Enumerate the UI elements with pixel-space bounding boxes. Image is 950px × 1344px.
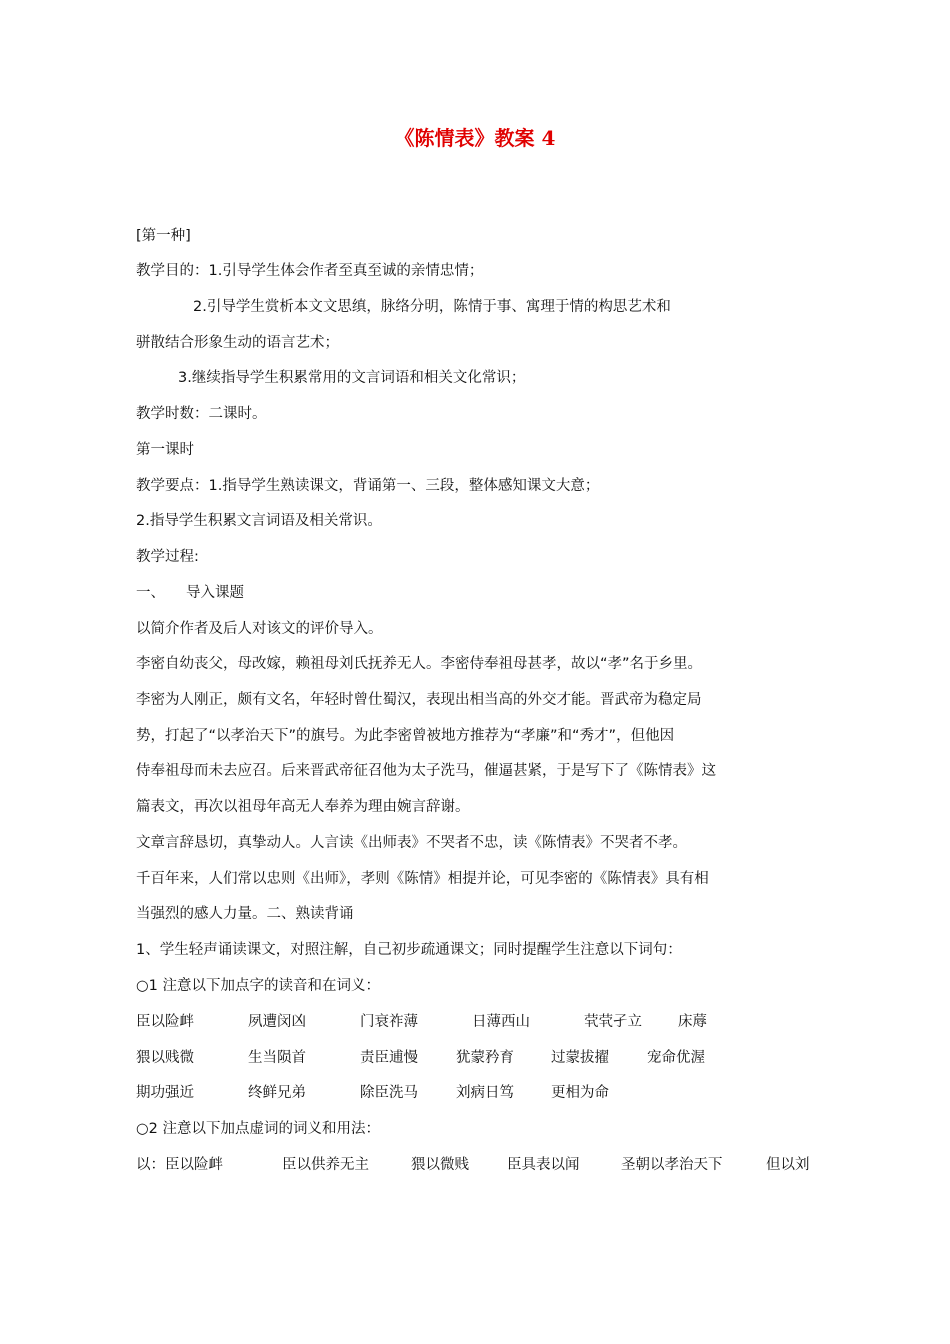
paragraph-line: 以简介作者及后人对该文的评价导入。 — [136, 621, 383, 637]
vocab-item: 除臣洗马 — [360, 1085, 418, 1101]
usage-heading: ○2 注意以下加点虚词的词义和用法： — [136, 1121, 380, 1137]
step-number: 一、 — [136, 585, 165, 601]
vocab-item: 生当陨首 — [248, 1050, 306, 1066]
vocab-item: 臣以险衅 — [136, 1014, 194, 1030]
vocab-heading: ○1 注意以下加点字的读音和在词义： — [136, 978, 380, 994]
vocab-item: 更相为命 — [551, 1085, 609, 1101]
vocab-item: 责臣逋慢 — [360, 1050, 418, 1066]
vocab-item: 门衰祚薄 — [360, 1014, 418, 1030]
vocab-item: 茕茕孑立 — [584, 1014, 642, 1030]
paragraph-line: 势，打起了“以孝治天下”的旗号。为此李密曾被地方推荐为“孝廉”和“秀才”，但他因 — [136, 728, 675, 744]
teaching-goal-2: 2.引导学生赏析本文文思缜，脉络分明，陈情于事、寓理于情的构思艺术和 — [193, 299, 671, 315]
vocab-item: 终鲜兄弟 — [248, 1085, 306, 1101]
vocab-item: 期功强近 — [136, 1085, 194, 1101]
paragraph-line: 李密自幼丧父，母改嫁，赖祖母刘氏抚养无人。李密侍奉祖母甚孝，故以“孝”名于乡里。 — [136, 656, 703, 672]
teaching-goal-2-cont: 骈散结合形象生动的语言艺术； — [136, 335, 339, 351]
teaching-points-1: 教学要点：1.指导学生熟读课文，背诵第一、三段，整体感知课文大意； — [136, 478, 600, 494]
usage-item: 臣以供养无主 — [282, 1157, 369, 1173]
lesson-heading: 第一课时 — [136, 442, 194, 458]
vocab-item: 床蓐 — [678, 1014, 707, 1030]
document-title: 《陈情表》教案 4 — [394, 126, 556, 150]
instruction-line: 1、学生轻声诵读课文，对照注解，自己初步疏通课文；同时提醒学生注意以下词句： — [136, 942, 682, 958]
teaching-hours: 教学时数：二课时。 — [136, 406, 267, 422]
vocab-item: 日薄西山 — [472, 1014, 530, 1030]
paragraph-line: 文章言辞恳切，真挚动人。人言读《出师表》不哭者不忠，读《陈情表》不哭者不孝。 — [136, 835, 687, 851]
paragraph-line: 当强烈的感人力量。二、熟读背诵 — [136, 906, 354, 922]
vocab-item: 刘病日笃 — [456, 1085, 514, 1101]
teaching-goal-1: 教学目的：1.引导学生体会作者至真至诚的亲情忠情； — [136, 263, 484, 279]
process-heading: 教学过程: — [136, 549, 199, 565]
usage-item: 猥以微贱 — [411, 1157, 469, 1173]
paragraph-line: 侍奉祖母而未去应召。后来晋武帝征召他为太子洗马，催逼甚紧，于是写下了《陈情表》这 — [136, 763, 716, 779]
usage-item: 臣具表以闻 — [507, 1157, 580, 1173]
teaching-goal-3: 3.继续指导学生积累常用的文言词语和相关文化常识； — [178, 370, 526, 386]
usage-item: 圣朝以孝治天下 — [621, 1157, 723, 1173]
vocab-item: 猥以贱微 — [136, 1050, 194, 1066]
vocab-item: 宠命优渥 — [647, 1050, 705, 1066]
vocab-item: 犹蒙矜育 — [456, 1050, 514, 1066]
paragraph-line: 千百年来，人们常以忠则《出师》，孝则《陈情》相提并论，可见李密的《陈情表》具有相 — [136, 871, 709, 887]
step-title: 导入课题 — [186, 585, 244, 601]
vocab-item: 夙遭闵凶 — [248, 1014, 306, 1030]
paragraph-line: 篇表文，再次以祖母年高无人奉养为理由婉言辞谢。 — [136, 799, 470, 815]
section-label: [第一种] — [136, 228, 191, 244]
vocab-item: 过蒙拔擢 — [551, 1050, 609, 1066]
usage-item: 但以刘 — [766, 1157, 810, 1173]
teaching-points-2: 2.指导学生积累文言词语及相关常识。 — [136, 513, 382, 529]
usage-item: 以：臣以险衅 — [136, 1157, 223, 1173]
paragraph-line: 李密为人刚正，颇有文名，年轻时曾仕蜀汉，表现出相当高的外交才能。晋武帝为稳定局 — [136, 692, 702, 708]
